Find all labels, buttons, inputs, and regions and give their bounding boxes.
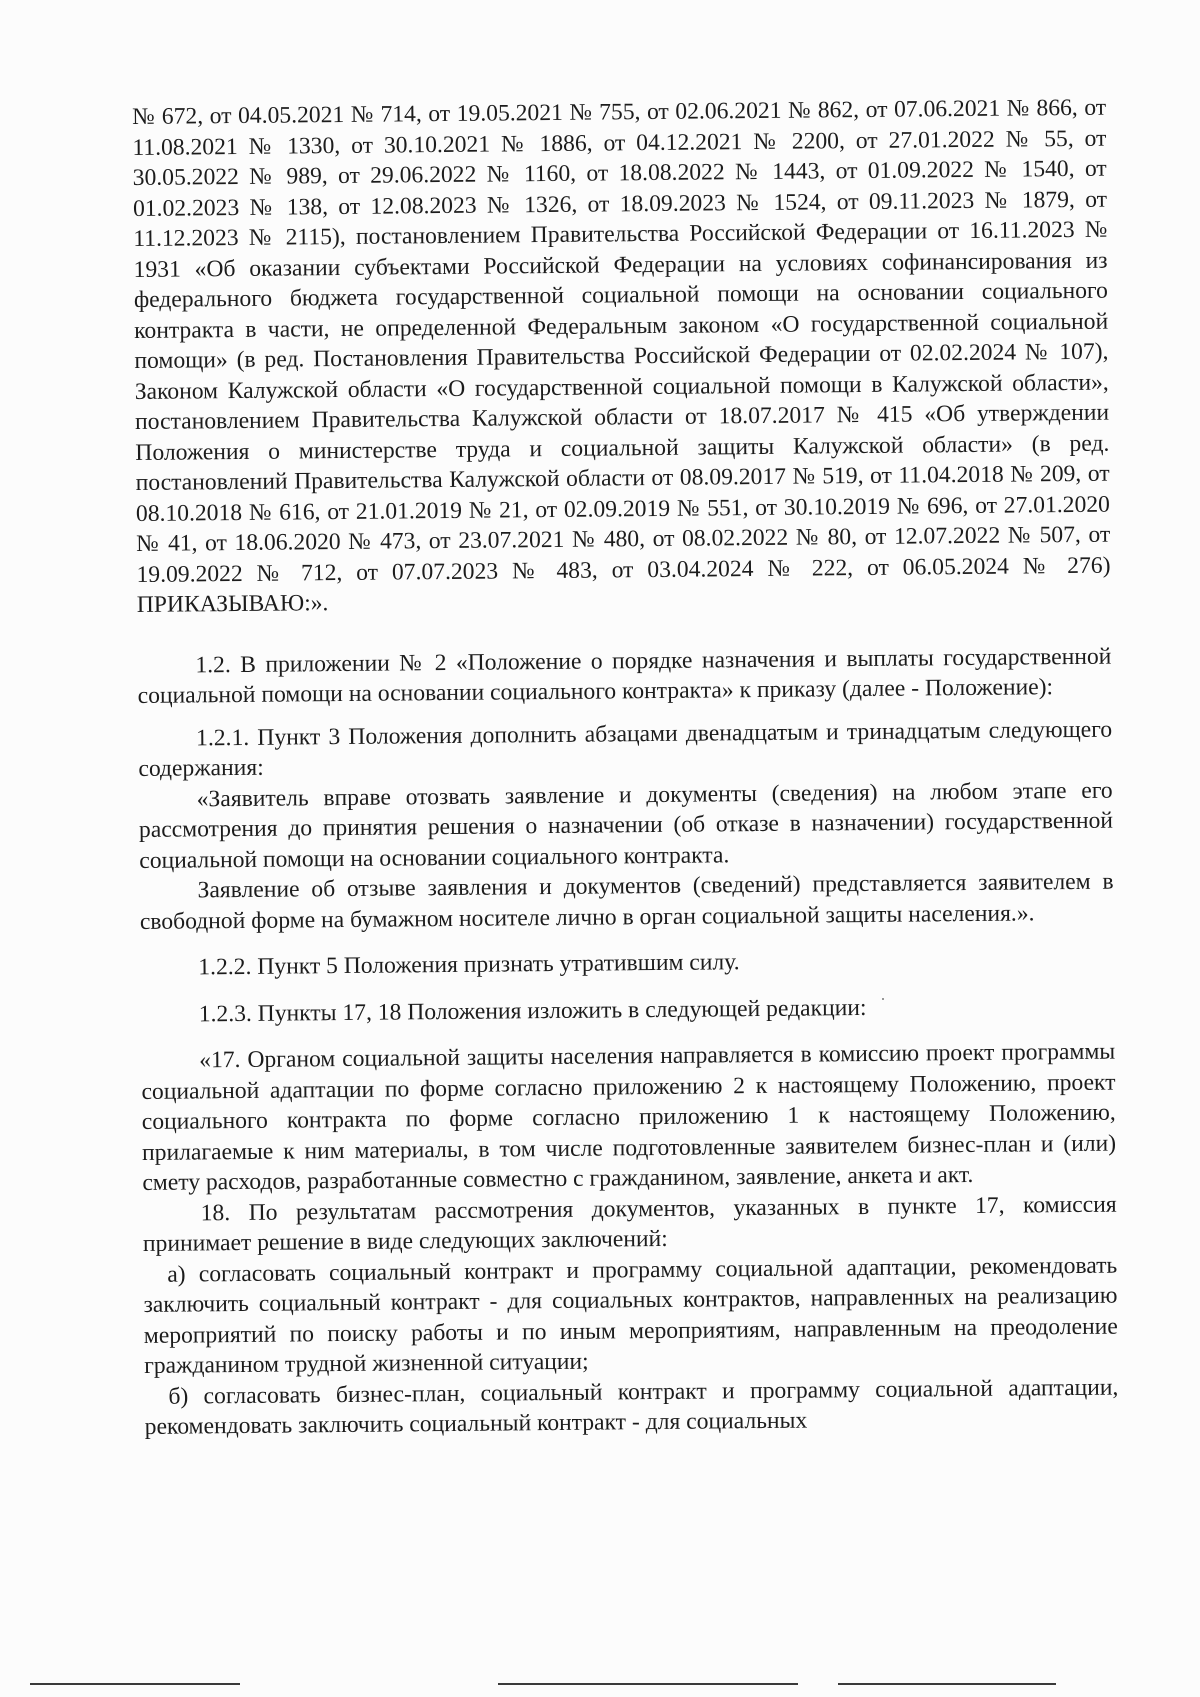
paragraph-item-18: 18. По результатам рассмотрения документов, указанных в пункте 17, комиссия принимает решение в виде следующих заключений: bbox=[142, 1191, 1117, 1257]
paragraph-legal-basis: № 672, от 04.05.2021 № 714, от 19.05.2021 № 755, от 02.06.2021 № 862, от 07.06.2021 № 866, от 11.08.2021 № 1330, от 30.10.2021 № 1886, от 04.12.2021 № 2200, от 27.01.2022 № 55, от 30.05.2022 № 989, от 29.06.2022 № 1160, от 18.08.2022 № 1443, от 01.09.2022 № 1540, от 01.02.2023 № 138, от 12.08.2023 № 1326, от 18.09.2023 № 1524, от 09.11.2023 № 1879, от 11.12.2023 № 2115), постановлением Правительства Российской Федерации от 16.11.2023 № 1931 «Об оказании субъектами Российской Федерации на условиях софинансирования из федерального бюджета государственной социальной помощи на основании социального контракта в части, не определенной Федеральным законом «О государственной социальной помощи» (в ред. Постановления Правительства Российской Федерации от 02.02.2024 № 107), Законом Калужской области «О государственной социальной помощи в Калужской области», постановлением Правительства Калужской области от 18.07.2017 № 415 «Об утверждении Положения о министерстве труда и социальной защиты Калужской области» (в ред. постановлений Правительства Калужской области от 08.09.2017 № 519, от 11.04.2018 № 209, от 08.10.2018 № 616, от 21.01.2019 № 21, от 02.09.2019 № 551, от 30.10.2019 № 696, от 27.01.2020 № 41, от 18.06.2020 № 473, от 23.07.2021 № 480, от 08.02.2022 № 80, от 12.07.2022 № 507, от 19.09.2022 № 712, от 07.07.2023 № 483, от 03.04.2024 № 222, от 06.05.2024 № 276) ПРИКАЗЫВАЮ:». bbox=[132, 94, 1111, 618]
paragraph-item-b: б) согласовать бизнес-план, социальный контракт и программу социальной адаптации, рекомендовать заключить социальный контракт - для социальных bbox=[144, 1374, 1119, 1440]
paragraph-1-2: 1.2. В приложении № 2 «Положение о порядке назначения и выплаты государственной социальной помощи на основании социального контракта» к приказу (далее - Положение): bbox=[137, 643, 1112, 709]
scan-edge-line-left bbox=[30, 1683, 240, 1685]
scan-speck bbox=[882, 998, 884, 1000]
paragraph-1-2-3: 1.2.3. Пункты 17, 18 Положения изложить в следующей редакции: bbox=[198, 994, 867, 1027]
scan-edge-line-center bbox=[498, 1683, 798, 1685]
paragraph-1-2-2: 1.2.2. Пункт 5 Положения признать утратившим силу. bbox=[198, 949, 740, 981]
paragraph-quote-withdraw: «Заявитель вправе отозвать заявление и документы (сведения) на любом этапе его рассмотрения до принятия решения о назначении (об отказе в назначении) государственной социальной помощи на основании социального контракта. bbox=[138, 777, 1114, 874]
paragraph-item-a: а) согласовать социальный контракт и программу социальной адаптации, рекомендовать заключить социальный контракт - для социальных контрактов, направленных на реализацию мероприятий по поиску работы и по иным мероприятиям, направленным на преодоление гражданином трудной жизненной ситуации; bbox=[143, 1252, 1118, 1379]
scan-edge-line-right bbox=[838, 1683, 1056, 1685]
paragraph-1-2-1: 1.2.1. Пункт 3 Положения дополнить абзацами двенадцатым и тринадцатым следующего содержания: bbox=[138, 716, 1113, 782]
paragraph-item-17: «17. Органом социальной защиты населения направляется в комиссию проект программы социальной адаптации по форме согласно приложению 2 к настоящему Положению, проект социального контракта по форме согласно приложению 1 к настоящему Положению, прилагаемые к ним материалы, в том числе подготовленные заявителем бизнес-план и (или) смету расходов, разработанные совместно с гражданином, заявление, анкета и акт. bbox=[141, 1038, 1117, 1196]
paragraph-quote-form: Заявление об отзыве заявления и документов (сведений) представляется заявителем в свободной форме на бумажном носителе лично в орган социальной защиты населения.». bbox=[139, 868, 1114, 935]
document-body bbox=[132, 93, 1119, 1443]
